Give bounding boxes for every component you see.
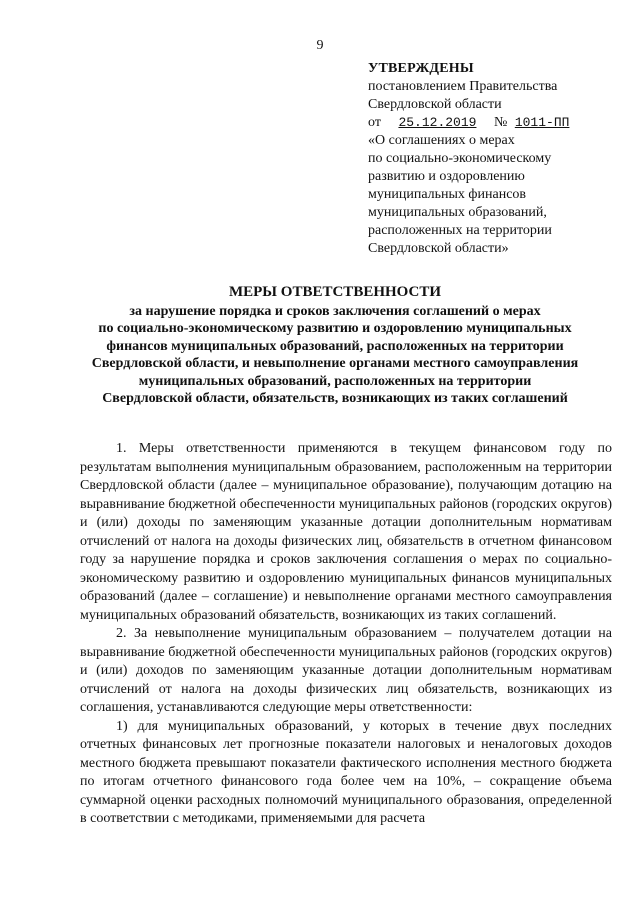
document-subtitle-line: по социально-экономическому развитию и оздоровлению муниципальных	[98, 321, 572, 336]
document-subtitle-line: Свердловской области, и невыполнение органами местного самоуправления	[91, 356, 579, 371]
page-number: 9	[316, 38, 324, 53]
approval-line-region: Свердловской области	[368, 97, 502, 112]
approval-subject-line: «О соглашениях о мерах	[368, 133, 515, 148]
approval-number: 1011-ПП	[514, 115, 570, 130]
approval-subject-line: муниципальных образований,	[368, 205, 547, 220]
approval-subject-line: муниципальных финансов	[368, 187, 527, 202]
document-heading	[60, 284, 610, 408]
paragraph: 1. Меры ответственности применяются в текущем финансовом году по результатам выполнения муниципальным образованием, расположенным на территории Свердловской области (далее – муниципальное образование), получающим дотацию на выравнивание бюджетной обеспеченности муниципальных районов (городских округов) и (или) доходы по заменяющим указанные дотации дополнительным нормативам отчислений от налога на доходы физических лиц, обязательств в отчетном финансовом году за нарушение порядка и сроков заключения соглашения о мерах по социально-экономическому развитию и оздоровлению муниципальных финансов муниципальных образований (далее – соглашение) и невыполнение органами местного самоуправления муниципальных образований обязательств, возникающих из таких соглашений.	[80, 441, 612, 623]
paragraph: 1) для муниципальных образований, у которых в течение двух последних отчетных финансовых лет прогнозные показатели налоговых и неналоговых доходов местного бюджета превышают показатели фактического исполнения местного бюджета по итогам отчетного финансового года более чем на 10%, – сокращение объема суммарной оценки расходных полномочий муниципального образования, определенной в соответствии с методиками, применяемыми для расчета	[80, 718, 612, 826]
approval-block	[368, 60, 618, 258]
document-subtitle-line: за нарушение порядка и сроков заключения соглашений о мерах	[129, 303, 541, 319]
approval-subject-line: по социально-экономическому	[368, 151, 552, 166]
approval-date: 25.12.2019	[398, 115, 477, 130]
approval-line-resolution: постановлением Правительства	[368, 79, 558, 94]
paragraph: 2. За невыполнение муниципальным образованием – получателем дотации на выравнивание бюджетной обеспеченности муниципальных районов (городских округов) и (или) доходов по заменяющим указанные дотации дополнительным нормативам отчислений от налога на доходы физических лиц обязательств, возникающих из соглашения, устанавливаются следующие меры ответственности:	[80, 626, 612, 715]
document-subtitle-line: Свердловской области, обязательств, возникающих из таких соглашений	[102, 391, 568, 406]
document-subtitle-line: муниципальных образований, расположенных на территории	[138, 373, 532, 389]
approval-subject-line: развитию и оздоровлению	[368, 169, 525, 184]
approval-subject-line: Свердловской области»	[368, 241, 509, 256]
document-body	[80, 440, 612, 829]
document-subtitle-line: финансов муниципальных образований, расположенных на территории	[106, 338, 564, 354]
date-prefix: от	[368, 115, 381, 130]
approval-subject-line: расположенных на территории	[368, 223, 552, 238]
document-title: МЕРЫ ОТВЕТСТВЕННОСТИ	[228, 284, 442, 300]
approval-date-number-line	[368, 114, 618, 132]
number-prefix: №	[493, 115, 508, 130]
approval-title: УТВЕРЖДЕНЫ	[368, 61, 474, 76]
